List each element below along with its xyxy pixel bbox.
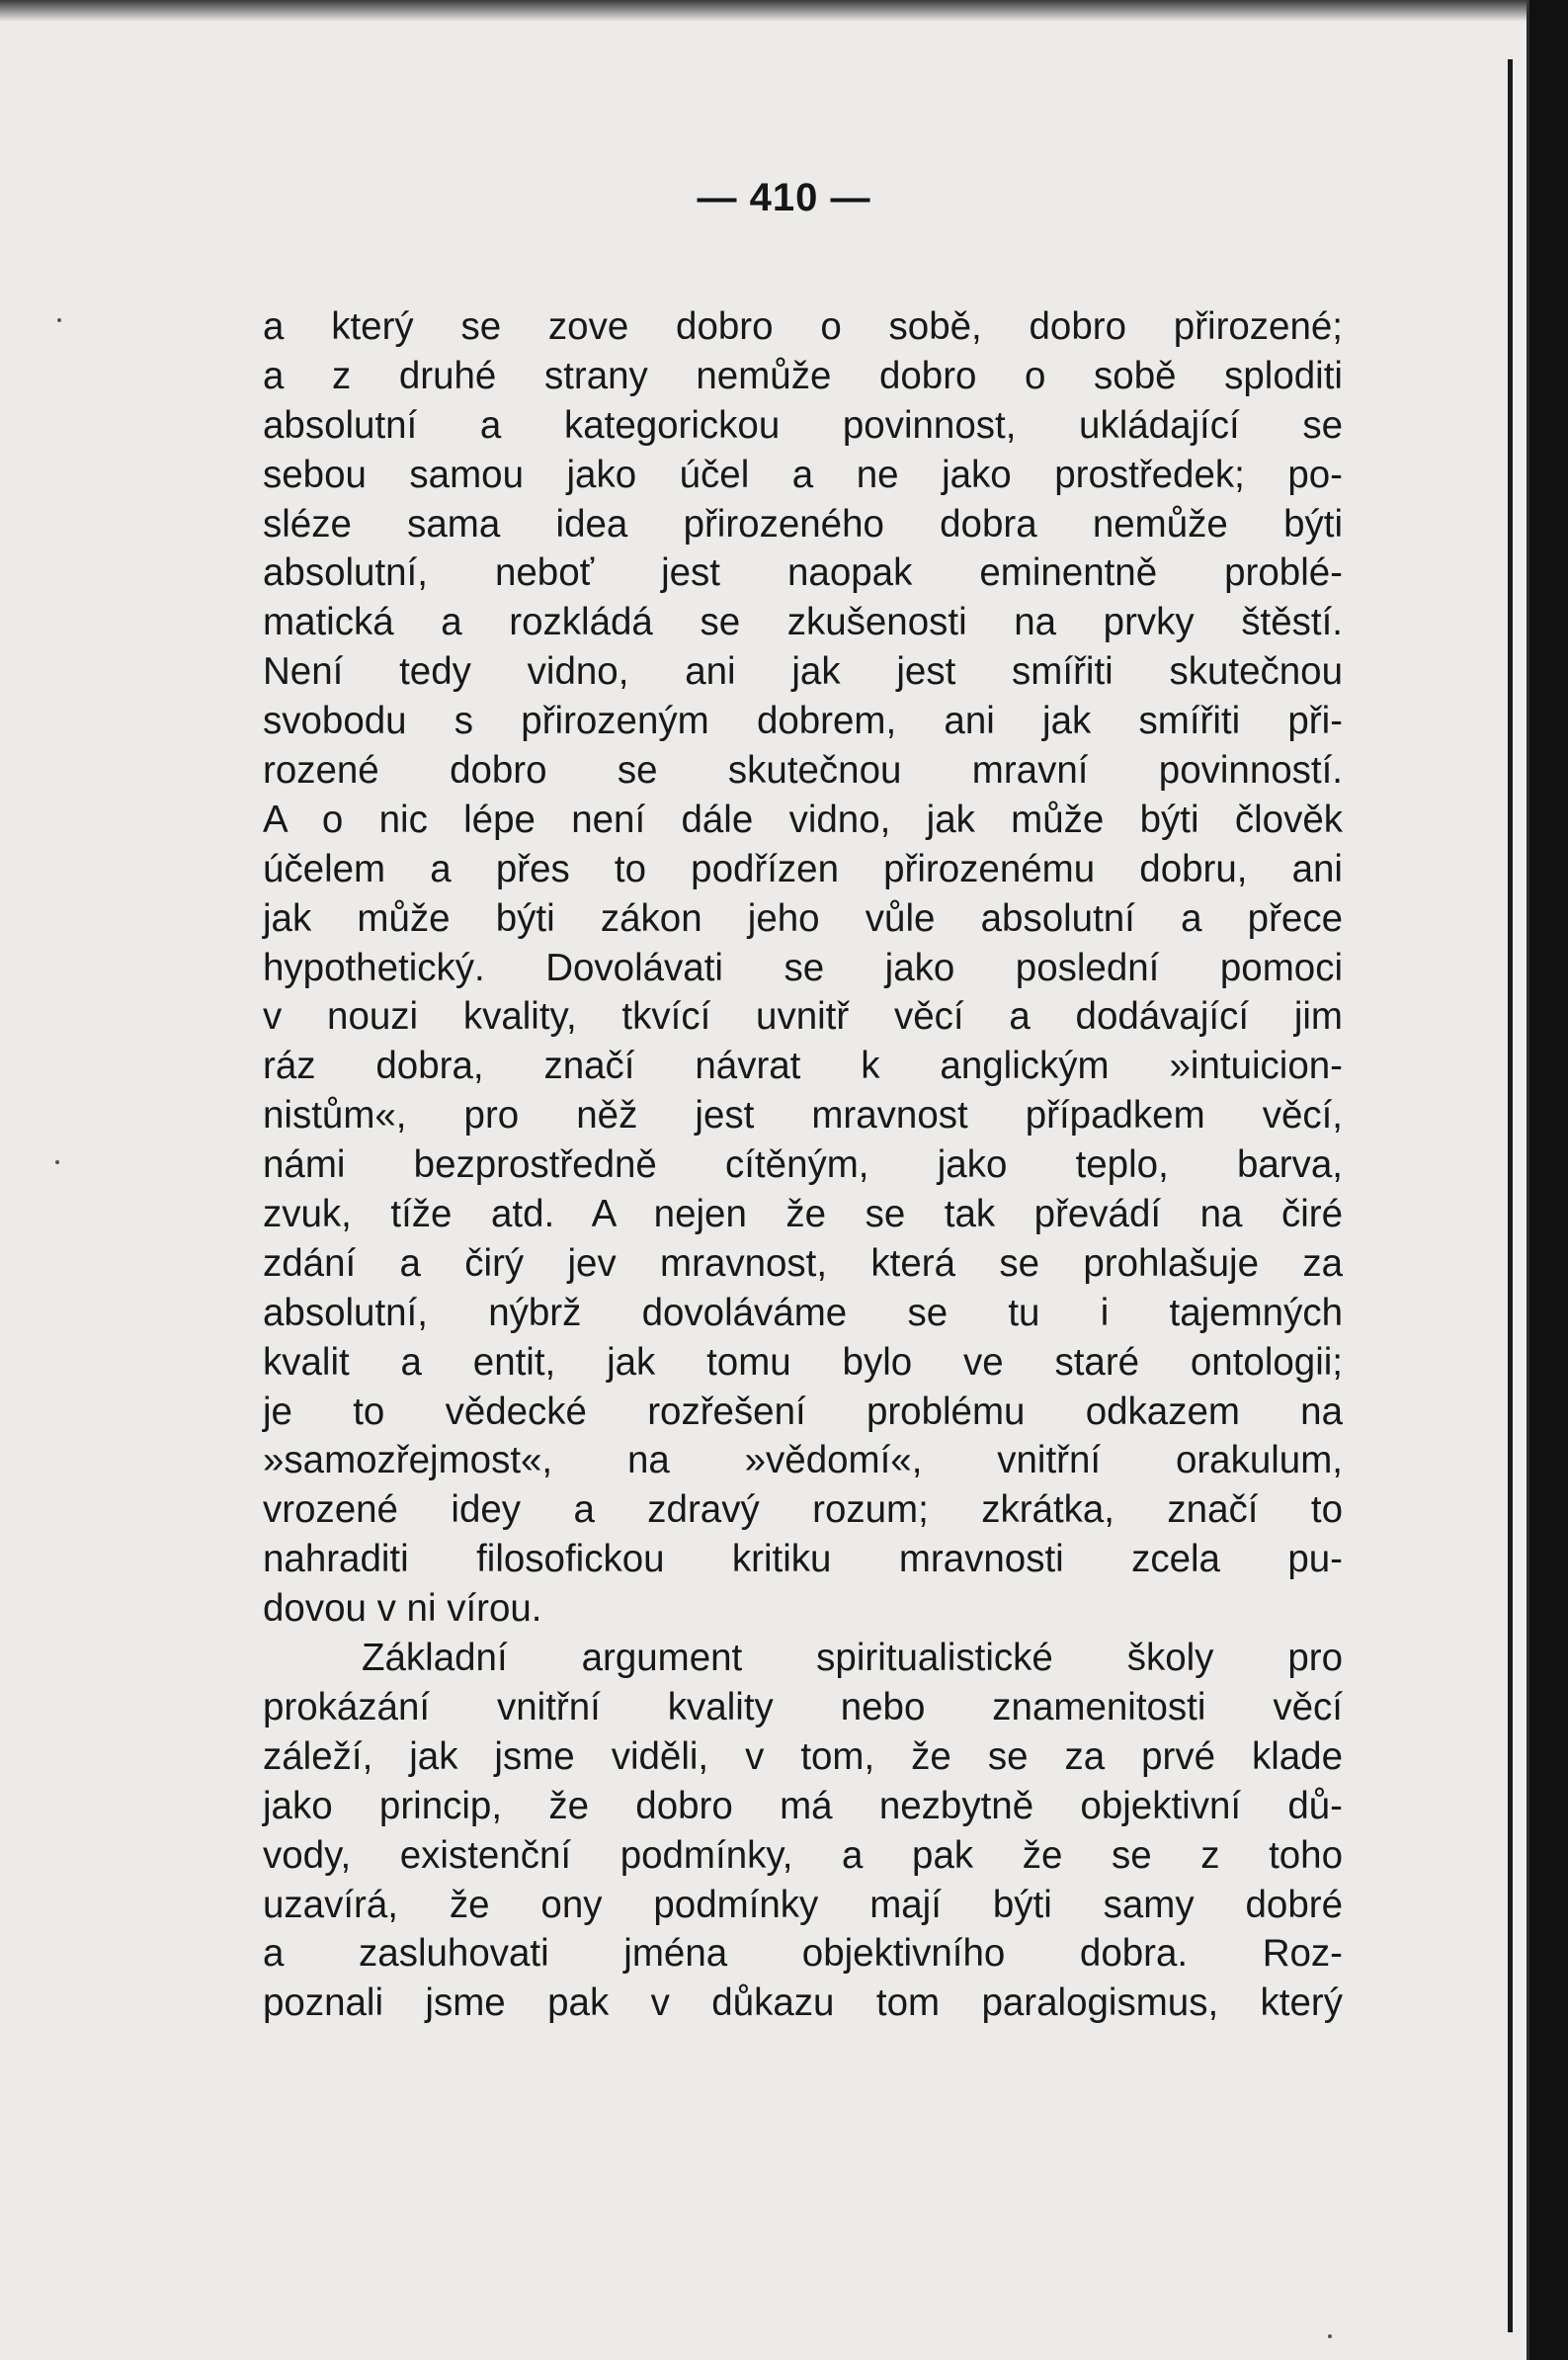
text-line: svobodu s přirozeným dobrem, ani jak smířiti při- bbox=[263, 700, 1343, 743]
text-line: nistům«, pro něž jest mravnost případkem věcí, bbox=[263, 1094, 1343, 1138]
text-line: dovou v ni vírou. bbox=[263, 1587, 542, 1631]
text-line: jako princip, že dobro má nezbytně objektivní dů- bbox=[263, 1784, 1343, 1827]
text-line: vrozené idey a zdravý rozum; zkrátka, značí to bbox=[263, 1488, 1343, 1532]
page-top-edge bbox=[0, 0, 1529, 22]
text-line: »samozřejmost«, na »vědomí«, vnitřní orakulum, bbox=[263, 1439, 1343, 1482]
text-line: A o nic lépe není dále vidno, jak může býti člověk bbox=[263, 798, 1343, 841]
text-line: Není tedy vidno, ani jak jest smířiti skutečnou bbox=[263, 650, 1343, 694]
text-line: jak může býti zákon jeho vůle absolutní a přece bbox=[263, 896, 1343, 940]
page-binding-edge bbox=[1508, 59, 1513, 2332]
text-line: ráz dobra, značí návrat k anglickým »intuicion- bbox=[263, 1045, 1343, 1088]
print-speck bbox=[57, 318, 61, 322]
text-line: a z druhé strany nemůže dobro o sobě sploditi bbox=[263, 354, 1343, 397]
text-line: sléze sama idea přirozeného dobra nemůže býti bbox=[263, 502, 1343, 546]
text-line: matická a rozkládá se zkušenosti na prvky štěstí. bbox=[263, 601, 1343, 644]
text-line: v nouzi kvality, tkvící uvnitř věcí a dodávající jim bbox=[263, 995, 1343, 1039]
text-line: absolutní, neboť jest naopak eminentně problé- bbox=[263, 551, 1343, 595]
text-line: kvalit a entit, jak tomu bylo ve staré ontologii; bbox=[263, 1340, 1343, 1384]
text-line: nahraditi filosofickou kritiku mravnosti zcela pu- bbox=[263, 1538, 1343, 1581]
text-line: absolutní, nýbrž dovoláváme se tu i tajemných bbox=[263, 1291, 1343, 1334]
print-speck bbox=[1328, 2334, 1332, 2338]
text-line: rozené dobro se skutečnou mravní povinností. bbox=[263, 749, 1343, 793]
text-line: sebou samou jako účel a ne jako prostředek; po- bbox=[263, 453, 1343, 496]
page-number: — 410 — bbox=[697, 176, 871, 219]
text-line: Základní argument spiritualistické školy pro bbox=[362, 1637, 1343, 1680]
paragraph-2 bbox=[263, 1634, 1343, 2028]
text-line: prokázání vnitřní kvality nebo znamenitosti věcí bbox=[263, 1685, 1343, 1728]
text-line: je to vědecké rozřešení problému odkazem na bbox=[263, 1390, 1343, 1433]
text-line: uzavírá, že ony podmínky mají býti samy dobré bbox=[263, 1883, 1343, 1926]
text-line: vody, existenční podmínky, a pak že se z toho bbox=[263, 1833, 1343, 1877]
text-line: absolutní a kategorickou povinnost, ukládající se bbox=[263, 403, 1343, 447]
text-line: zvuk, tíže atd. A nejen že se tak převádí na čiré bbox=[263, 1193, 1343, 1236]
text-line: účelem a přes to podřízen přirozenému dobru, ani bbox=[263, 847, 1343, 890]
print-speck bbox=[55, 1160, 59, 1164]
body-text bbox=[263, 302, 1343, 2028]
text-line: a který se zove dobro o sobě, dobro přirozené; bbox=[263, 305, 1343, 348]
text-line: zdání a čirý jev mravnost, která se prohlašuje za bbox=[263, 1241, 1343, 1285]
text-line: námi bezprostředně cítěným, jako teplo, barva, bbox=[263, 1143, 1343, 1187]
text-line: poznali jsme pak v důkazu tom paralogismus, který bbox=[263, 1981, 1343, 2025]
text-line: hypothetický. Dovolávati se jako poslední pomoci bbox=[263, 946, 1343, 989]
paragraph-1 bbox=[263, 302, 1343, 1634]
text-line: a zasluhovati jména objektivního dobra. Roz- bbox=[263, 1932, 1343, 1976]
text-line: záleží, jak jsme viděli, v tom, že se za prvé klade bbox=[263, 1734, 1343, 1778]
